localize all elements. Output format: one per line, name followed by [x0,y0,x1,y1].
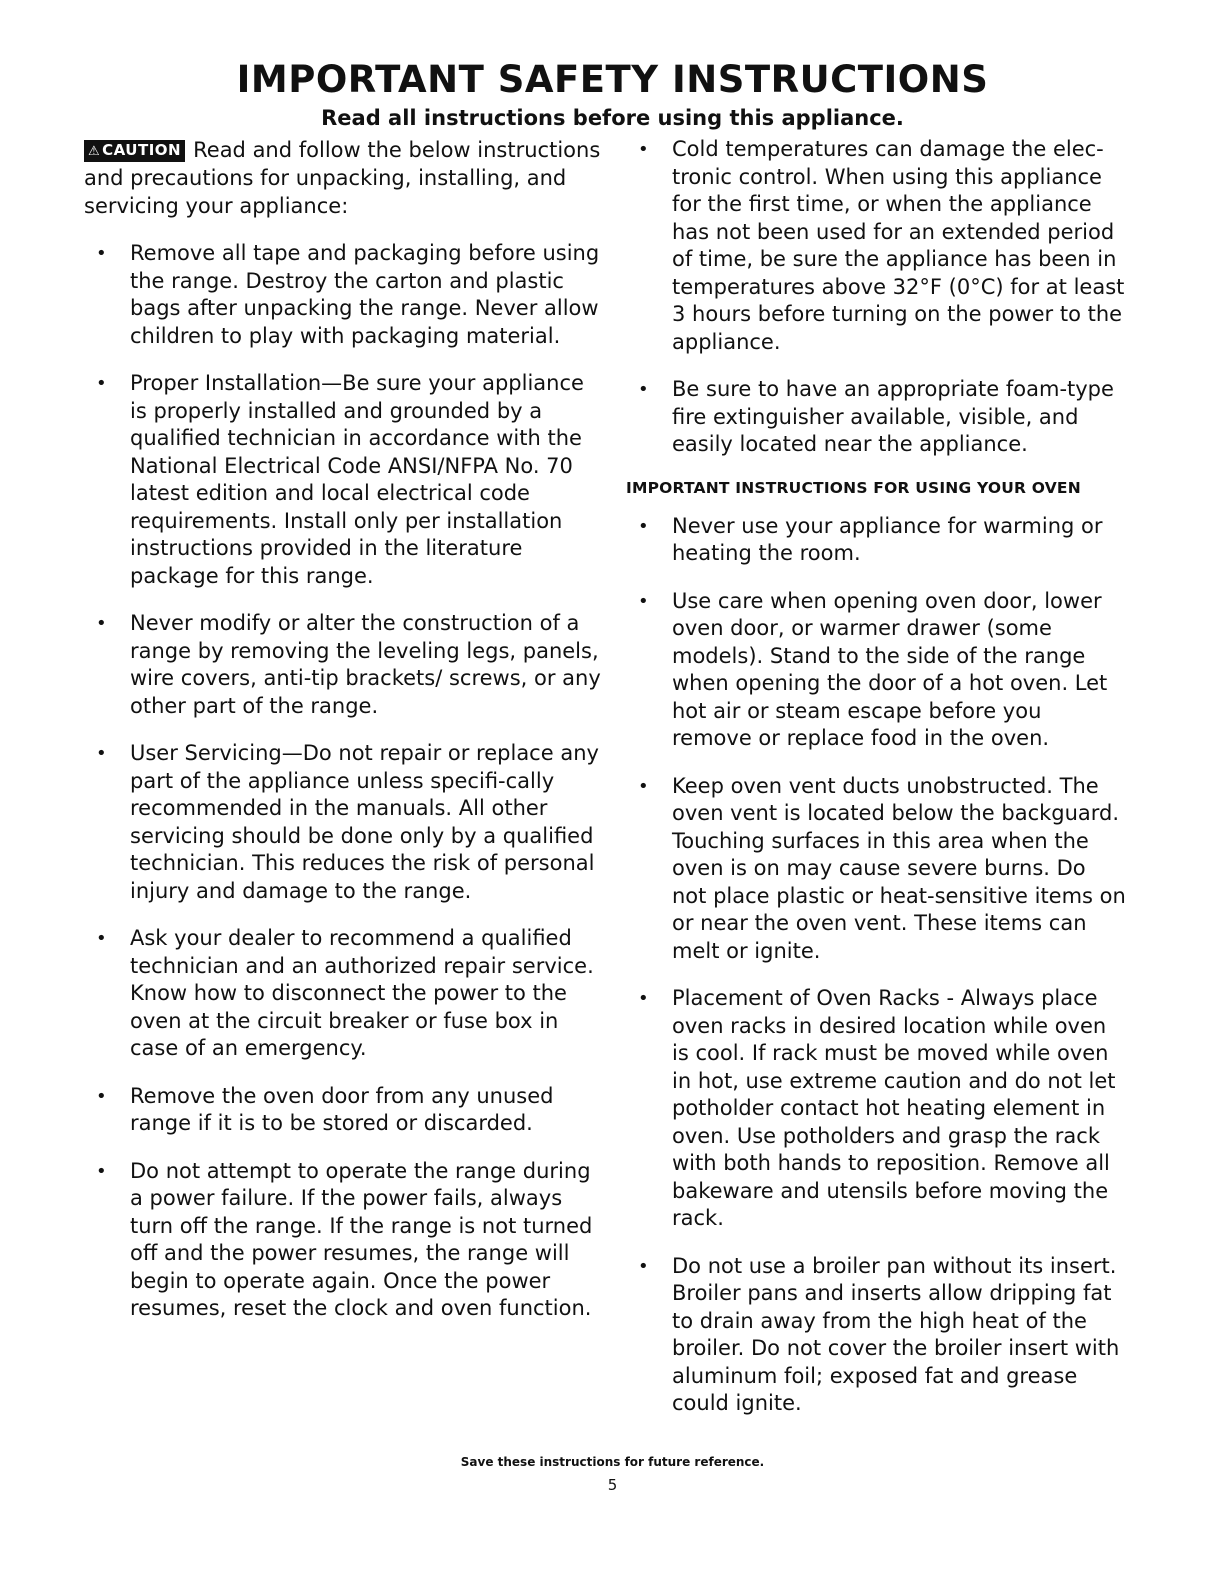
left-column [84,136,602,1343]
list-item: • Keep oven vent ducts unobstructed. The oven vent is located below the backguard. Touching surfaces in this area when the oven is on may cause severe burns. Do not place plastic or heat-sensitive items on or near the oven vent. These items can melt or ignite. [638,773,1126,963]
caution-intro-text: Read and follow the below instructions and precautions for unpacking, installing, and servicing your appliance: [84,138,601,218]
page-title: IMPORTANT SAFETY INSTRUCTIONS [236,58,989,101]
list-item: • Do not use a broiler pan without its insert. Broiler pans and inserts allow dripping fat to drain away from the high heat of the broiler. Do not cover the broiler insert with aluminum foil; exposed fat and grease could ignite. [638,1253,1120,1415]
list-item: • Remove the oven door from any unused range if it is to be stored or discarded. [96,1083,554,1135]
right-column [626,136,1126,1438]
caution-intro [84,136,602,220]
list-item: • User Servicing—Do not repair or replace any part of the appliance unless specifi-cally recommended in the manuals. All other servicing should be done only by a qualified technician. This reduces the risk of personal injury and damage to the range. [96,741,599,903]
bullet-icon: • [638,139,649,160]
left-bullet-list [84,240,602,1323]
bullet-icon: • [638,988,649,1009]
bullet-icon: • [96,1160,107,1182]
right-bullet-list-bottom [626,513,1126,1418]
bullet-icon: • [96,1085,107,1107]
bullet-icon: • [96,243,107,264]
bullet-icon: • [638,775,649,797]
bullet-icon: • [96,928,107,949]
list-item: • Use care when opening oven door, lower oven door, or warmer drawer (some models). Stand to the side of the range when opening the door of a hot oven. Let hot air or steam escape before you remove or replace food in the oven. [638,588,1108,750]
bullet-icon: • [96,373,107,394]
page-number: 5 [607,1476,618,1494]
caution-badge [84,140,185,162]
oven-instructions-heading: IMPORTANT INSTRUCTIONS FOR USING YOUR OVEN [626,478,1081,497]
caution-badge-label: CAUTION [102,141,182,159]
list-item: • Never modify or alter the construction of a range by removing the leveling legs, panels, wire covers, anti-tip brackets/ screws, or any other part of the range. [96,611,601,718]
right-bullet-list-top [626,136,1126,459]
list-item: • Do not attempt to operate the range during a power failure. If the power fails, always turn off the range. If the range is not turned off and the power resumes, the range will begin to operate again. Once the power resumes, reset the clock and oven function. [96,1158,593,1320]
bullet-icon: • [96,743,107,764]
bullet-icon: • [638,379,649,400]
warning-triangle-icon: ⚠ [88,144,101,159]
footer-note: Save these instructions for future reference. [460,1455,765,1469]
list-item: • Remove all tape and packaging before using the range. Destroy the carton and plastic bags after unpacking the range. Never allow children to play with packaging material. [96,241,600,348]
list-item: • Proper Installation—Be sure your appliance is properly installed and grounded by a qualified technician in accordance with the National Electrical Code ANSI/NFPA No. 70 latest edition and local electrical code requirements. Install only per installation instructions provided in the literature package for this range. [96,371,584,588]
list-item: • Cold temperatures can damage the elec-tronic control. When using this appliance for the first time, or when the appliance has not been used for an extended period of time, be sure the appliance has been in temperatures above 32°F (0°C) for at least 3 hours before turning on the power to the appliance. [638,137,1125,354]
bullet-icon: • [638,590,649,612]
page-subtitle: Read all instructions before using this appliance. [321,106,904,130]
bullet-icon: • [96,613,107,634]
list-item: • Never use your appliance for warming or heating the room. [638,513,1103,565]
list-item: • Ask your dealer to recommend a qualified technician and an authorized repair service. Know how to disconnect the power to the oven at the circuit breaker or fuse box in case of an emergency. [96,926,594,1060]
bullet-icon: • [638,515,649,537]
bullet-icon: • [638,1255,649,1277]
list-item: • Be sure to have an appropriate foam-type fire extinguisher available, visible, and easily located near the appliance. [638,377,1114,456]
list-item: • Placement of Oven Racks - Always place oven racks in desired location while oven is cool. If rack must be moved while oven in hot, use extreme caution and do not let potholder contact hot heating element in oven. Use potholders and grasp the rack with both hands to reposition. Remove all bakeware and utensils before moving the rack. [638,986,1116,1230]
